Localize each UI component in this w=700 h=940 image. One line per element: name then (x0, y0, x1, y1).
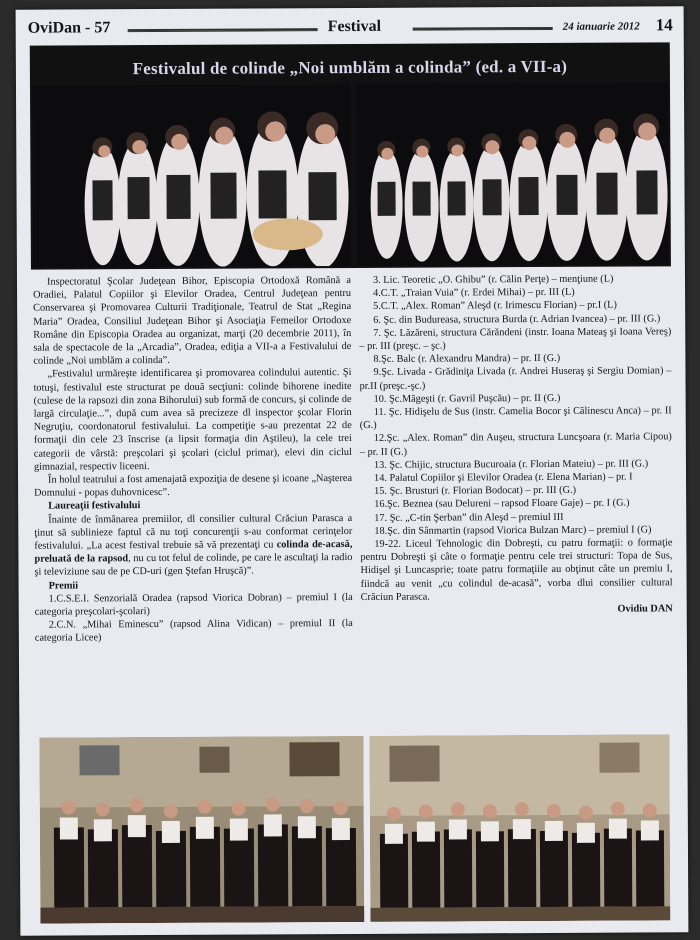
article-column-left (33, 274, 353, 645)
choir-photo-left (32, 84, 351, 268)
prize-item: 3. Lic. Teoretic „O. Ghibu” (r. Călin Perţe) – menţiune (L) (372, 273, 614, 286)
intro-text-end: , nu cu tot felul de colinde, pe care le ascultaţi la radio şi televiziune sau de pe CD-uri (gen Ştefan Hruşcă)”. (34, 552, 353, 579)
intro-emphasis: colinda de-acasă, preluată de la rapsod (34, 539, 353, 565)
laureates-heading: Laureaţii festivalului (48, 500, 141, 513)
prize-item: 1.C.S.E.I. Senzorială Oradea (rapsod Viorica Dobran) – premiul I (la categoria preşcolari-şcolari) (34, 591, 353, 618)
prizes-heading: Premii (48, 580, 79, 592)
header-rule-right (413, 27, 553, 31)
prize-item: 16.Şc. Beznea (sau Delureni – rapsod Floare Gaje) – pr. I (G.) (374, 498, 630, 511)
prize-item: 12.Şc. „Alex. Roman” din Auşeu, structura Luncşoara (r. Maria Cipou) – pr. II (G.) (359, 431, 672, 458)
section-name: Festival (327, 17, 382, 36)
intro-text: Înainte de înmânarea premiilor, dl consilier cultural Crăciun Parasca a ţinut să sublinieze faptul că nu toţi concurenţii s-au conformat cerinţelor festivalului. „La acest festival trebuie să vă prezentaţi cu (34, 512, 353, 552)
group-photo-right (369, 734, 670, 922)
prize-item: 11. Şc. Hidişelu de Sus (instr. Camelia Bocor şi Călinescu Anca) – pr. II (G.) (359, 405, 672, 432)
prize-item: 13. Şc. Chijic, structura Bucuroaia (r. Florian Mateiu) – pr. III (G.) (373, 458, 649, 471)
article-paragraph: În holul teatrului a fost amenajată expoziţia de desene şi icoane „Naşterea Domnului - popas duhovnicesc”. (34, 473, 353, 499)
article-author: Ovidiu DAN (617, 603, 673, 615)
top-photo-band (30, 42, 671, 269)
publication-name: OviDan - 57 (27, 19, 111, 37)
page-header (28, 14, 673, 43)
prize-item: 8.Şc. Balc (r. Alexandru Mandra) – pr. II (G.) (373, 353, 561, 366)
prize-item: 10. Şc.Măgeşti (r. Gavril Puşcău) – pr. II (G.) (373, 392, 561, 405)
prize-item: 15. Şc. Brusturi (r. Florian Bodocat) – pr. III (G.) (374, 485, 577, 498)
prize-item: 5.C.T. „Alex. Roman” Aleşd (r. Irimescu Florian) – pr.I (L) (373, 300, 617, 313)
header-rule-left (128, 28, 318, 32)
article-column-right (359, 272, 673, 617)
prize-item: 17. Şc. „C-tin Şerban” din Aleşd – premiul III (374, 511, 564, 524)
prize-item: 7. Şc. Lăzăreni, structura Cărăndeni (instr. Ioana Mateaş şi Ioana Vereş) – pr. III (preşc. – şc.) (359, 326, 672, 352)
group-photo-left (39, 736, 364, 924)
article-title: Festivalul de colinde „Noi umblăm a colinda” (ed. a VII-a) (132, 56, 568, 79)
newspaper-page (16, 6, 689, 935)
laureates-intro (34, 512, 352, 580)
article-paragraph: „Festivalul urmăreşte identificarea şi promovarea colindului autentic. Şi totuşi, festivalul este structurat pe două secţiuni: colinde bihorene inedite (culese de la rapsozi din zona Bihorului) sub formă de concurs, şi colinde de largă circulaţie...”, după cum avea să precizeze dl inspector şcolar Florin Negruţiu, coordonatorul festivalului. La competiţie s-au prezentat 22 de formaţii din cele 23 înscrise (a lipsit formaţia din Aştileu), la cele trei categorii de vârstă: preşcolari şi şcolari (ciclul primar), elevi din ciclul gimnazial, respectiv liceeni. (33, 367, 352, 473)
prize-item: 2.C.N. „Mihai Eminescu” (rapsod Alina Vidican) – premiul II (la categoria Licee) (34, 618, 353, 645)
prize-item: 14. Palatul Copiilor şi Elevilor Oradea (r. Elena Marian) – pr. I (374, 471, 633, 484)
page-number: 14 (655, 15, 673, 35)
issue-date: 24 ianuarie 2012 (562, 20, 640, 33)
prize-item: 4.C.T. „Traian Vuia” (r. Erdei Mihai) – pr. III (L) (373, 287, 575, 300)
prize-item: 6. Şc. din Budureasa, structura Burda (r. Adrian Ivancea) – pr. III (G.) (373, 312, 661, 326)
prize-item: 19-22. Liceul Tehnologic din Dobreşti, cu patru formaţii: o formaţie pentru Dobreşti şi câte o formaţie pentru cele trei structuri: Topa de Sus, Hidişel şi Luncasprie; toate patru formaţiile au obţinut câte un premiu I, fiindcă au venit „cu colindul de-acasă”, vorba dlui consilier cultural Crăciun Parasca. (360, 537, 673, 603)
article-paragraph: Inspectoratul Şcolar Judeţean Bihor, Episcopia Ortodoxă Română a Oradiei, Palatul Copiilor şi Elevilor Oradea, Centrul Judeţean pentru Conservarea şi Promovarea Culturii Tradiţionale, Teatrul de Stat „Regina Maria” Oradea, Consiliul Judeţean Bihor şi Asociaţia Femeilor Ortodoxe Române din Episcopia Oradea au organizat, marţi (20 decembrie 2011), în sala de spectacole de la „Arcadia”, Oradea, ediţia a VII-a a Festivalului de colinde „Noi umblăm a colinda”. (33, 275, 352, 367)
choir-photo-right (356, 82, 669, 266)
prize-item: 9.Şc. Livada - Grădiniţa Livada (r. Andrei Huseraş şi Sergiu Domian) – pr.II (preşc.-şc.) (359, 365, 672, 392)
prize-item: 18.Şc. din Sânmartin (rapsod Viorica Bulzan Marc) – premiul I (G) (374, 524, 652, 537)
